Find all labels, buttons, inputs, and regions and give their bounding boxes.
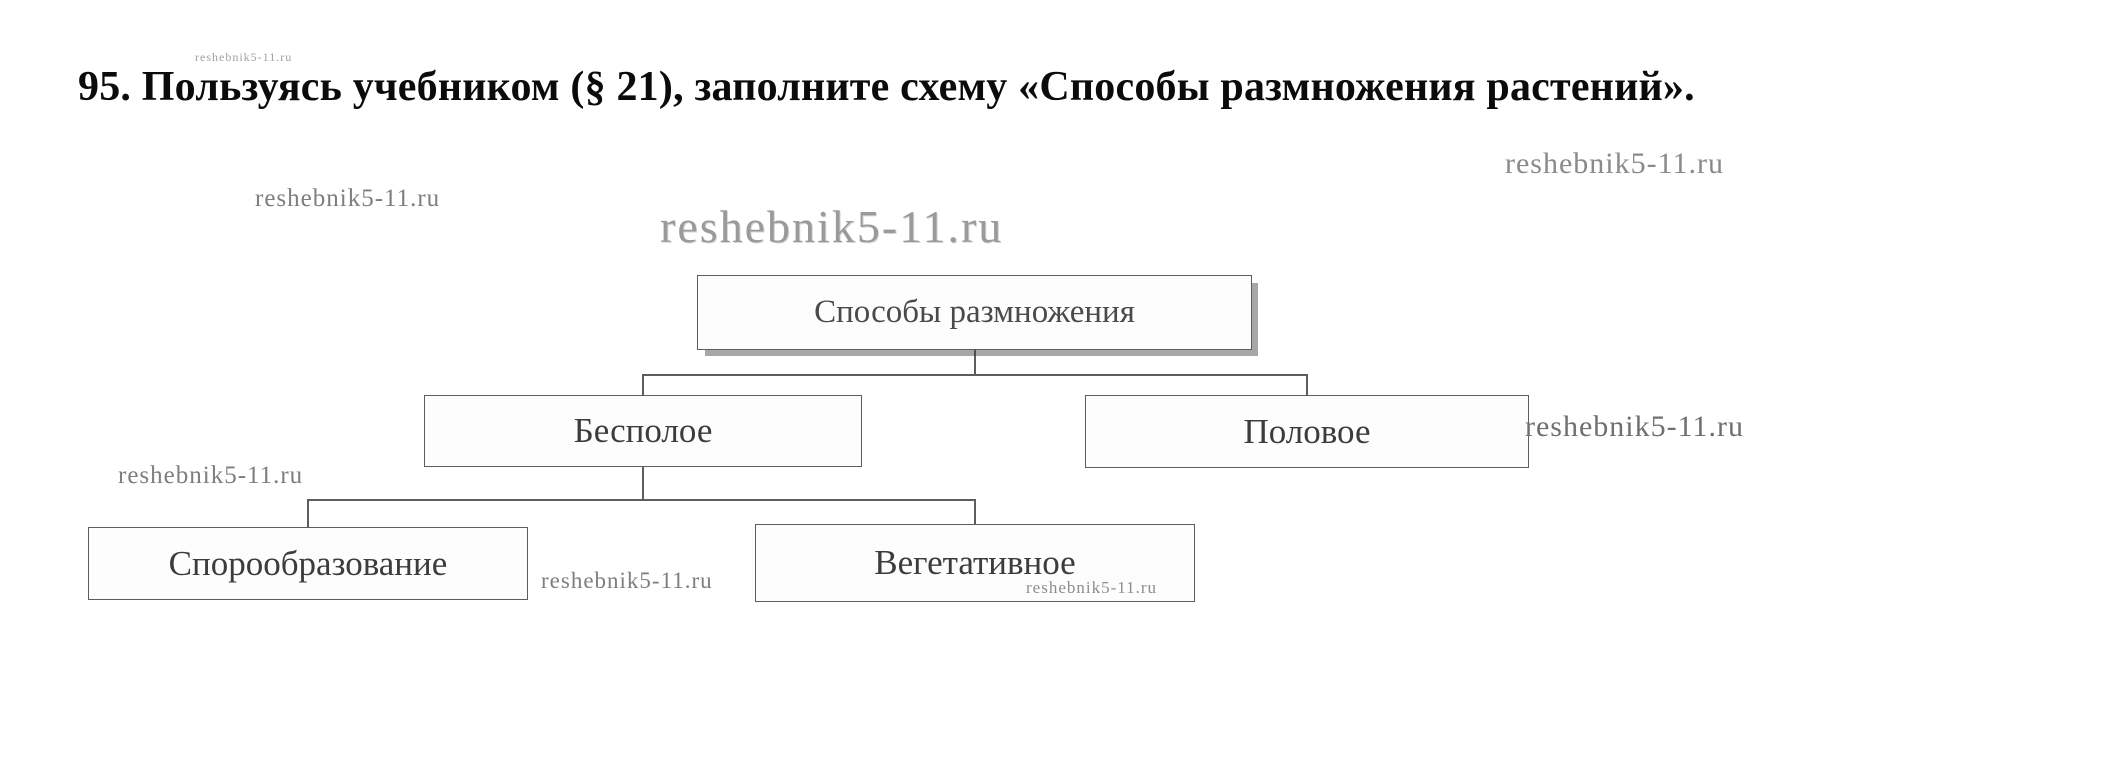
node-spore-formation: Спорообразование — [88, 527, 528, 600]
watermark-heading-overlay: reshebnik5-11.ru — [195, 50, 293, 64]
node-vegetative: Вегетативное — [755, 524, 1195, 602]
watermark-center-bottom: reshebnik5-11.ru — [541, 568, 713, 593]
watermark-left-upper: reshebnik5-11.ru — [255, 185, 441, 212]
node-sexual: Половое — [1085, 395, 1529, 468]
watermark-vegetative-overlay: reshebnik5-11.ru — [1026, 578, 1158, 597]
watermark-right-middle: reshebnik5-11.ru — [1525, 410, 1744, 443]
node-asexual: Бесполое — [424, 395, 862, 467]
watermark-left-lower: reshebnik5-11.ru — [118, 462, 304, 489]
watermark-top-right: reshebnik5-11.ru — [1505, 147, 1724, 180]
node-reproduction-methods: Способы размножения — [697, 275, 1252, 350]
task-heading: 95. Пользуясь учебником (§ 21), заполните схему «Способы размножения растений». — [78, 64, 1695, 110]
watermark-main: reshebnik5-11.ru — [660, 201, 1004, 252]
